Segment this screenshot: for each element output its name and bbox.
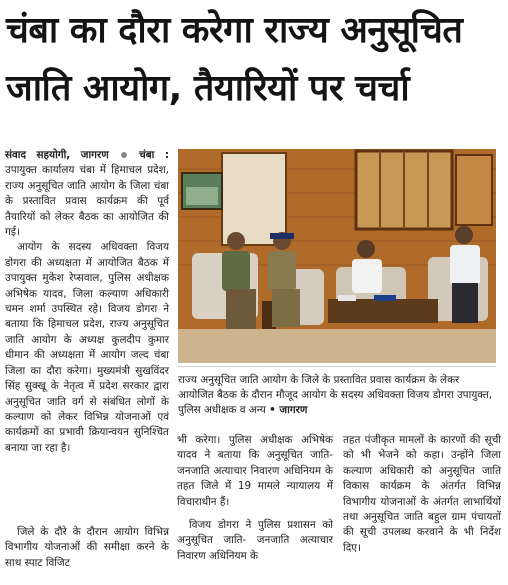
meeting-photo-illustration <box>178 149 496 363</box>
article-column-3 <box>343 433 501 556</box>
caption-divider <box>178 366 496 367</box>
article-paragraph: जिले के दौरे के दौरान आयोग विभिन्न विभागीय योजनाओं की समीक्षा करने के साथ स्पाट विजिट <box>5 526 169 569</box>
headline-line-1: चंबा का दौरा करेगा राज्य अनुसूचित <box>6 10 463 51</box>
bullet-dot-icon <box>121 152 127 158</box>
article-paragraph: आयोग के सदस्य अधिवक्ता विजय डोगरा की अध्यक्षता में आयोजित बैठक में उपायुक्त मुकेश रेप्सवाल, पुलिस अधीक्षक अभिषेक यादव, जिला कल्याण अधिकारी चमन शर्मा उपस्थित रहे। विजय डोगरा ने बताया कि हिमाचल प्रदेश, राज्य अनुसूचित जाति आयोग के अध्यक्ष कुलदीप कुमार धीमान की अध्यक्षता में आयोग जल्द चंबा जिला का दौरा करेगा। मुख्यमंत्री सुखविंदर सिंह सुक्खू के नेतृत्व में प्रदेश सरकार द्वारा अनुसूचित जाति वर्ग से संबंधित लोगों के कल्याण को लेकर विभिन्न योजनाओं एवं कार्यक्रमों का प्रभावी क्रियान्वयन सुनिश्चित बनाया जा रहा है। <box>5 241 169 454</box>
paragraph-text: उपायुक्त कार्यालय चंबा में हिमाचल प्रदेश, राज्य अनुसूचित जाति आयोग के जिला चंबा के प्रस्तावित प्रवास कार्यक्रम की पूर्व तैयारियों को लेकर बैठक का आयोजित की गई। <box>5 164 169 239</box>
article-column-1-bottom <box>5 423 169 571</box>
caption-text: राज्य अनुसूचित जाति आयोग के जिले के प्रस्तावित प्रवास कार्यक्रम के लेकर आयोजित बैठक के दौरान मौजूद आयोग के सदस्य अधिवक्ता विजय डोगरा उपायुक्त, पुलिस अधीक्षक व अन्य <box>178 374 493 416</box>
article-column-1 <box>5 148 169 456</box>
dateline: संवाद सहयोगी, जागरण <box>5 149 109 161</box>
headline <box>6 2 504 118</box>
article-paragraph <box>5 148 169 240</box>
meeting-photo <box>178 149 496 363</box>
dateline-place: चंबा : <box>139 149 169 161</box>
article-paragraph: भी करेगा। पुलिस अधीक्षक अभिषेक यादव ने बताया कि अनुसूचित जाति-जनजाति अत्याचार निवारण अधिनियम के तहत जिले में 19 मामले न्यायालय में विचाराधीन हैं। <box>177 434 333 508</box>
photo-caption <box>178 373 498 418</box>
article-paragraph: विजय डोगरा ने पुलिस प्रशासन को अनुसूचित जाति- जनजाति अत्याचार निवारण अधिनियम के <box>177 519 333 562</box>
article-paragraph: तहत पंजीकृत मामलों के कारणों की सूची को भी भेजने को कहा। उन्होंने जिला कल्याण अधिकारी को अनुसूचित जाति विकास कार्यक्रम के अंतर्गत विभिन्न विभागीय योजनाओं के अंतर्गत लाभार्थियों तथा अनुसूचित जाति बहुल ग्राम पंचायतों की सूची उपलब्ध करवाने के भी निर्देश दिए। <box>343 434 501 554</box>
photo-credit: • जागरण <box>269 404 308 416</box>
article-column-2 <box>177 433 333 564</box>
headline-line-2: जाति आयोग, तैयारियों पर चर्चा <box>6 68 410 109</box>
